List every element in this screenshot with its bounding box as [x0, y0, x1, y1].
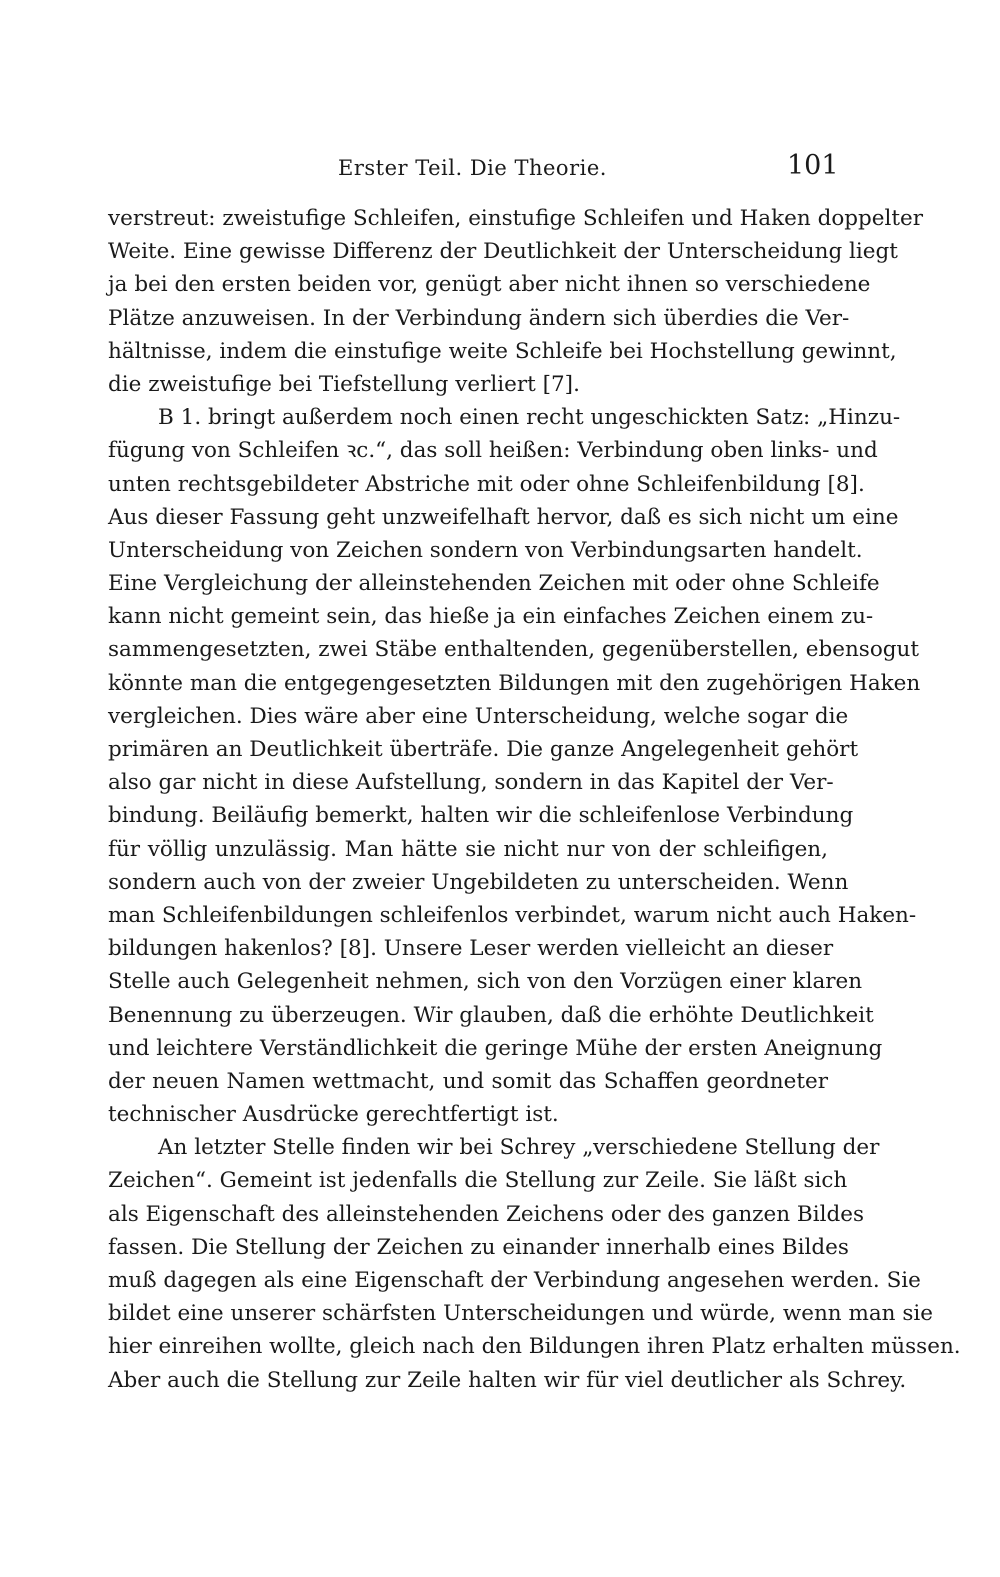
- text-line: hier einreihen wollte, gleich nach den Bildungen ihren Platz erhalten müssen.: [108, 1334, 961, 1360]
- paragraph: [108, 202, 924, 401]
- text-line: fügung von Schleifen ꝛc.“, das soll heißen: Verbindung oben links- und: [108, 438, 878, 464]
- text-line: primären an Deutlichkeit überträfe. Die ganze Angelegenheit gehört: [108, 737, 859, 762]
- text-line: Benennung zu überzeugen. Wir glauben, daß die erhöhte Deutlichkeit: [108, 1002, 874, 1028]
- text-line: Plätze anzuweisen. In der Verbindung ändern sich überdies die Ver-: [108, 305, 850, 331]
- text-line: Eine Vergleichung der alleinstehenden Zeichen mit oder ohne Schleife: [108, 571, 880, 597]
- text-line: der neuen Namen wettmacht, und somit das Schaffen geordneter: [108, 1068, 828, 1094]
- text-line: Aus dieser Fassung geht unzweifelhaft hervor, daß es sich nicht um eine: [108, 504, 899, 530]
- running-head: [108, 150, 839, 190]
- text-line: An letzter Stelle finden wir bei Schrey „verschiedene Stellung der: [158, 1135, 880, 1161]
- text-line: Unterscheidung von Zeichen sondern von Verbindungsarten handelt.: [108, 537, 863, 563]
- running-head-title: Erster Teil. Die Theorie.: [338, 156, 607, 180]
- text-line: verstreut: zweistufige Schleifen, einstufige Schleifen und Haken doppelter: [108, 206, 924, 231]
- text-line: vergleichen. Dies wäre aber eine Unterscheidung, welche sogar die: [108, 703, 849, 729]
- text-line: und leichtere Verständlichkeit die geringe Mühe der ersten Aneignung: [108, 1035, 883, 1061]
- text-line: also gar nicht in diese Aufstellung, sondern in das Kapitel der Ver-: [108, 770, 834, 796]
- text-line: für völlig unzulässig. Man hätte sie nicht nur von der schleifigen,: [108, 836, 828, 862]
- paragraph: [108, 401, 921, 1131]
- text-line: bindung. Beiläufig bemerkt, halten wir die schleifenlose Verbindung: [108, 803, 854, 829]
- text-line: ja bei den ersten beiden vor, genügt aber nicht ihnen so verschiedene: [108, 272, 871, 298]
- body-text: [108, 202, 961, 1397]
- text-line: bildungen hakenlos? [8]. Unsere Leser werden vielleicht an dieser: [108, 936, 834, 962]
- text-line: Zeichen“. Gemeint ist jedenfalls die Stellung zur Zeile. Sie läßt sich: [108, 1168, 848, 1194]
- text-line: technischer Ausdrücke gerechtfertigt ist.: [108, 1102, 559, 1128]
- text-line: unten rechtsgebildeter Abstriche mit oder ohne Schleifenbildung [8].: [108, 471, 865, 497]
- text-line: die zweistufige bei Tiefstellung verliert [7].: [108, 371, 580, 397]
- page-number: 101: [787, 150, 839, 181]
- text-line: B 1. bringt außerdem noch einen recht ungeschickten Satz: „Hinzu-: [158, 405, 901, 431]
- text-line: muß dagegen als eine Eigenschaft der Verbindung angesehen werden. Sie: [108, 1268, 921, 1293]
- text-line: kann nicht gemeint sein, das hieße ja ein einfaches Zeichen einem zu-: [108, 604, 874, 630]
- text-line: fassen. Die Stellung der Zeichen zu einander innerhalb eines Bildes: [108, 1234, 849, 1260]
- paragraph: [108, 1131, 961, 1397]
- text-line: Weite. Eine gewisse Differenz der Deutlichkeit der Unterscheidung liegt: [108, 239, 898, 265]
- text-line: bildet eine unserer schärfsten Unterscheidungen und würde, wenn man sie: [108, 1301, 933, 1327]
- text-line: Stelle auch Gelegenheit nehmen, sich von den Vorzügen einer klaren: [108, 969, 863, 995]
- text-line: könnte man die entgegengesetzten Bildungen mit den zugehörigen Haken: [108, 670, 921, 696]
- text-line: Aber auch die Stellung zur Zeile halten wir für viel deutlicher als Schrey.: [108, 1367, 907, 1393]
- text-line: als Eigenschaft des alleinstehenden Zeichens oder des ganzen Bildes: [108, 1201, 864, 1227]
- text-line: hältnisse, indem die einstufige weite Schleife bei Hochstellung gewinnt,: [108, 338, 897, 364]
- text-line: sondern auch von der zweier Ungebildeten zu unterscheiden. Wenn: [108, 869, 849, 895]
- text-line: sammengesetzten, zwei Stäbe enthaltenden, gegenüberstellen, ebensogut: [108, 637, 920, 663]
- text-line: man Schleifenbildungen schleifenlos verbindet, warum nicht auch Haken-: [108, 902, 917, 928]
